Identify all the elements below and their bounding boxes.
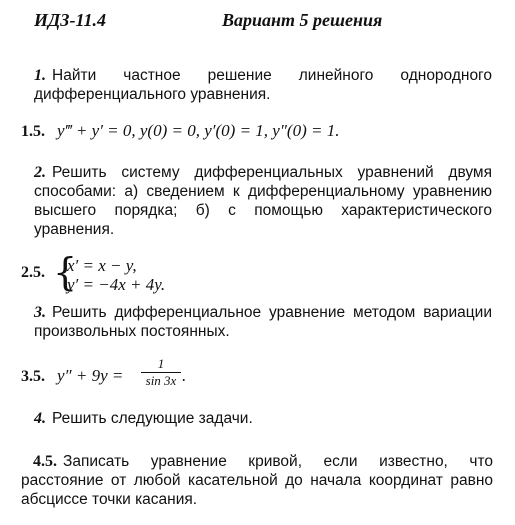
doc-variant: Вариант 5 решения — [222, 10, 383, 30]
problem-1-5-label: 1.5. — [21, 123, 45, 140]
task-4-text: Решить следующие задачи. — [52, 410, 253, 427]
problem-3-5-period: . — [182, 366, 187, 385]
task-2-text: Решить систему дифференциальных уравнений двумя способами: а) сведением к дифференциальному уравнению высшего порядка; б) с помощью характеристического уравнения. — [34, 164, 492, 238]
problem-3-5-lhs: y″ + 9y = — [57, 366, 124, 385]
task-3-number: 3. — [34, 304, 46, 321]
problem-3-5-fraction — [141, 357, 181, 388]
fraction-numerator: 1 — [157, 356, 165, 371]
task-4 — [34, 409, 492, 428]
fraction-denominator: sin 3x — [145, 373, 177, 388]
task-2-number: 2. — [34, 164, 46, 181]
task-1 — [34, 66, 492, 104]
problem-2-5-label: 2.5. — [21, 264, 45, 281]
problem-3-5 — [21, 366, 123, 386]
problem-1-5-equation: y‴ + y′ = 0, y(0) = 0, y′(0) = 1, y″(0) = 1. — [57, 121, 340, 140]
system-brace: { — [53, 250, 78, 294]
problem-3-5-label: 3.5. — [21, 368, 45, 385]
task-1-text: Найти частное решение линейного однородного дифференциального уравнения. — [34, 67, 492, 103]
problem-4-5-text: Записать уравнение кривой, если известно, что расстояние от любой касательной до начала координат равно абсциссе точки касания. — [21, 453, 493, 508]
problem-1-5 — [21, 121, 339, 141]
task-3-text: Решить дифференциальное уравнение методом вариации произвольных постоянных. — [34, 304, 492, 340]
task-3 — [34, 303, 492, 341]
task-2 — [34, 163, 492, 239]
problem-4-5-label: 4.5. — [33, 453, 57, 470]
task-4-number: 4. — [34, 410, 46, 427]
problem-4-5 — [21, 452, 493, 509]
system-equation-2: y′ = −4x + 4y. — [67, 275, 166, 294]
task-1-number: 1. — [34, 67, 46, 84]
doc-code: ИДЗ-11.4 — [34, 10, 106, 30]
system-equation-1: x′ = x − y, — [67, 256, 137, 275]
